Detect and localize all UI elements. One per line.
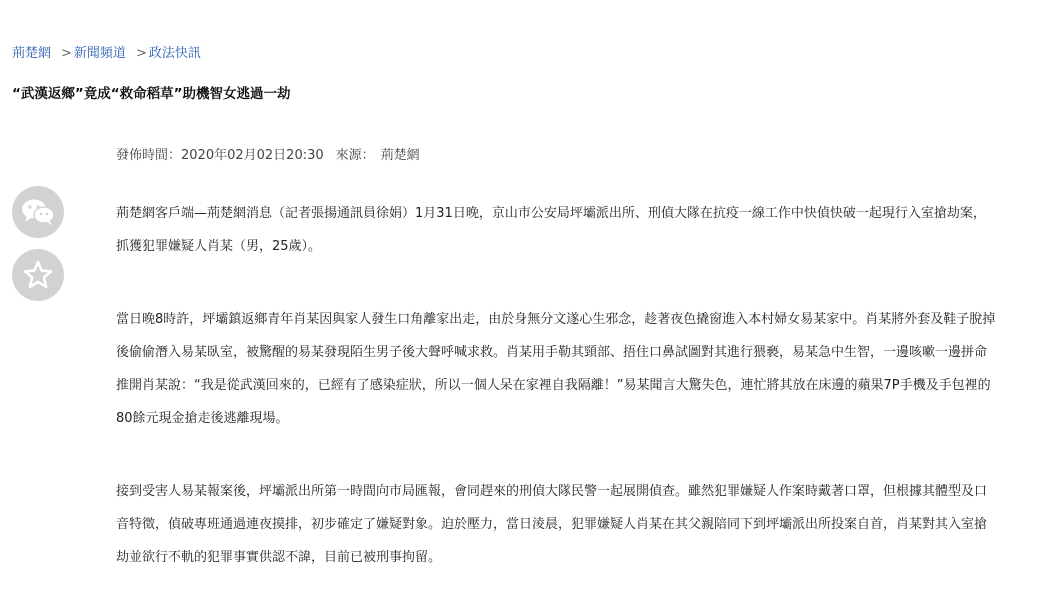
page-title: “武漢返鄉”竟成“救命稻草”助機智女逃過一劫 — [12, 86, 291, 102]
favorite-button[interactable] — [12, 249, 64, 301]
article-paragraph: 當日晚8時許，坪壩鎮返鄉青年肖某因與家人發生口角離家出走，由於身無分文遂心生邪念，趁著夜色撬窗進入本村婦女易某家中。肖某將外套及鞋子脫掉後偷偷潛入易某臥室，被驚醒的易某發現陌生男子後大聲呼喊求救。肖某用手勒其頸部、捂住口鼻試圖對其進行猥褻，易某急中生智，一邊咳嗽一邊拼命推開肖某說：“我是從武漢回來的，已經有了感染症狀，所以一個人呆在家裡自我隔離！”易某聞言大驚失色，連忙將其放在床邊的蘋果7P手機及手包裡的80餘元現金搶走後逃離現場。 — [116, 312, 996, 426]
publish-time-label: 發佈時間： — [116, 148, 182, 163]
wechat-icon — [21, 198, 55, 226]
breadcrumb-link-home[interactable]: 荊楚網 — [12, 46, 52, 61]
breadcrumb-separator: > — [61, 46, 72, 61]
breadcrumb-link-news-channel[interactable]: 新聞頻道 — [73, 46, 126, 61]
source-label: 來源： — [335, 148, 375, 163]
source-name: 荊楚網 — [380, 148, 420, 163]
article-paragraph: 荊楚網客戶端—荊楚網消息（記者張揚通訊員徐娟）1月31日晚，京山市公安局坪壩派出所、刑偵大隊在抗疫一線工作中快偵快破一起現行入室搶劫案，抓獲犯罪嫌疑人肖某（男，25歲）。 — [116, 206, 986, 254]
article-meta — [116, 144, 420, 163]
breadcrumb — [12, 42, 201, 61]
publish-time: 2020年02月02日20:30 — [181, 148, 324, 163]
breadcrumb-separator: > — [135, 46, 147, 61]
article-paragraph: 接到受害人易某報案後，坪壩派出所第一時間向市局匯報，會同趕來的刑偵大隊民警一起展開偵查。雖然犯罪嫌疑人作案時戴著口罩，但根據其體型及口音特徵，偵破專班通過連夜摸排，初步確定了嫌疑對象。迫於壓力，當日淩晨，犯罪嫌疑人肖某在其父親陪同下到坪壩派出所投案自首，肖某對其入室搶劫並欲行不軌的犯罪事實供認不諱，目前已被刑事拘留。 — [116, 484, 988, 565]
article-body — [116, 197, 996, 596]
star-icon — [23, 260, 53, 290]
breadcrumb-link-legal-news[interactable]: 政法快訊 — [148, 46, 201, 61]
share-wechat-button[interactable] — [12, 186, 64, 238]
